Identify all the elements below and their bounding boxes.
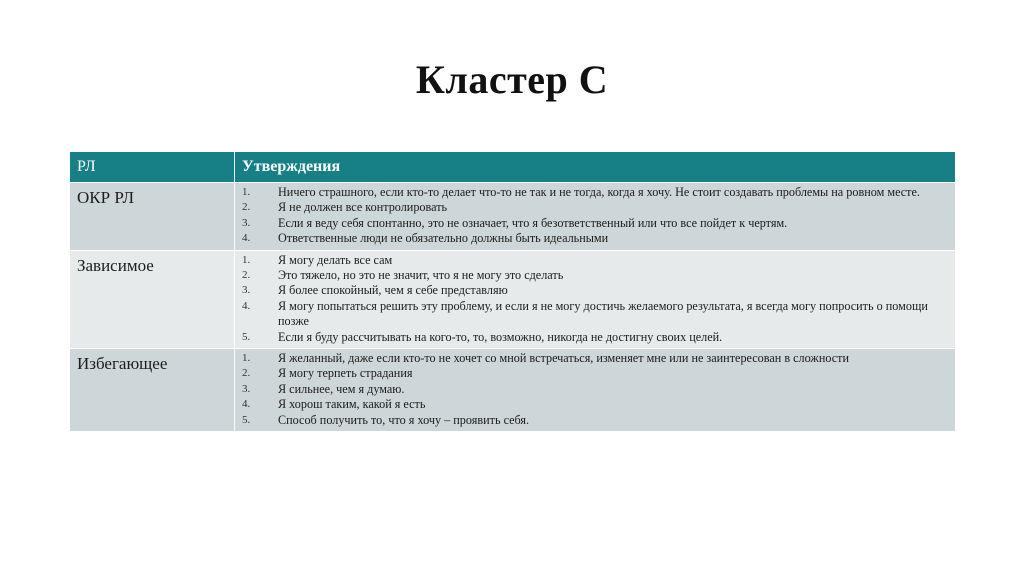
rl-type-cell: Зависимое <box>70 250 235 348</box>
statements-list <box>235 251 955 348</box>
statement-item <box>235 231 949 246</box>
statements-cell <box>235 183 956 251</box>
column-header-statements: Утверждения <box>235 152 956 183</box>
statement-text: Я могу терпеть страдания <box>278 366 413 381</box>
statements-cell <box>235 250 956 348</box>
statement-item <box>235 216 949 231</box>
statement-text: Я хорош таким, какой я есть <box>278 397 426 412</box>
rl-type-cell: ОКР РЛ <box>70 183 235 251</box>
statement-text: Я могу попытаться решить эту проблему, и если я не могу достичь желаемого результата, я всегда могу попросить о помощи позже <box>278 298 928 329</box>
statement-number: 1. <box>242 186 251 198</box>
statement-item <box>235 397 949 412</box>
statement-text: Способ получить то, что я хочу – проявить себя. <box>278 412 530 427</box>
statement-item <box>235 200 949 215</box>
statement-text: Я не должен все контролировать <box>278 200 448 215</box>
statement-item <box>235 185 949 200</box>
statement-item <box>235 366 949 381</box>
statements-cell <box>235 349 956 432</box>
statement-number: 3. <box>242 382 251 395</box>
statement-item <box>235 268 949 283</box>
table-row-avoidant <box>70 349 956 432</box>
statement-text: Я сильнее, чем я думаю. <box>278 381 405 396</box>
statement-number: 2. <box>242 201 251 214</box>
statement-item <box>235 413 949 428</box>
rl-type-cell: Избегающее <box>70 349 235 432</box>
statement-text: Если я буду рассчитывать на кого-то, то, возможно, никогда не достигну своих целей. <box>278 329 723 344</box>
statement-text: Ничего страшного, если кто-то делает что-то не так и не тогда, когда я хочу. Не стоит создавать проблемы на ровном месте. <box>278 185 920 199</box>
statement-item <box>235 351 949 366</box>
statement-text: Я желанный, даже если кто-то не хочет со мной встречаться, изменяет мне или не заинтересован в сложности <box>278 351 850 366</box>
statement-text: Ответственные люди не обязательно должны быть идеальными <box>278 231 609 246</box>
slide-title: Кластер С <box>415 57 609 102</box>
statement-text: Я более спокойный, чем я себе представляю <box>278 283 508 298</box>
statement-number: 3. <box>242 216 251 229</box>
statement-item <box>235 382 949 397</box>
statement-item <box>235 330 949 345</box>
statement-number: 5. <box>242 413 251 426</box>
statement-text: Я могу делать все сам <box>278 252 393 267</box>
column-header-rl: РЛ <box>70 152 235 183</box>
cluster-table <box>69 151 956 432</box>
statement-number: 5. <box>242 330 251 343</box>
statement-item <box>235 253 949 268</box>
table-row-okr <box>70 183 956 251</box>
statement-number: 2. <box>242 269 251 282</box>
statement-number: 1. <box>242 253 251 266</box>
statement-number: 3. <box>242 284 251 297</box>
statement-number: 4. <box>242 232 251 245</box>
statement-text: Если я веду себя спонтанно, это не означает, что я безответственный или что все пойдет к чертям. <box>278 215 788 230</box>
statement-item <box>235 299 949 330</box>
table-header-row <box>70 152 956 183</box>
statement-text: Это тяжело, но это не значит, что я не могу это сделать <box>278 268 564 283</box>
statement-item <box>235 283 949 298</box>
statement-number: 4. <box>242 398 251 411</box>
table-row-dependent <box>70 250 956 348</box>
statement-number: 4. <box>242 299 251 312</box>
statement-number: 1. <box>242 352 251 365</box>
statements-list <box>235 349 955 431</box>
statement-number: 2. <box>242 367 251 380</box>
statements-list <box>235 183 955 250</box>
